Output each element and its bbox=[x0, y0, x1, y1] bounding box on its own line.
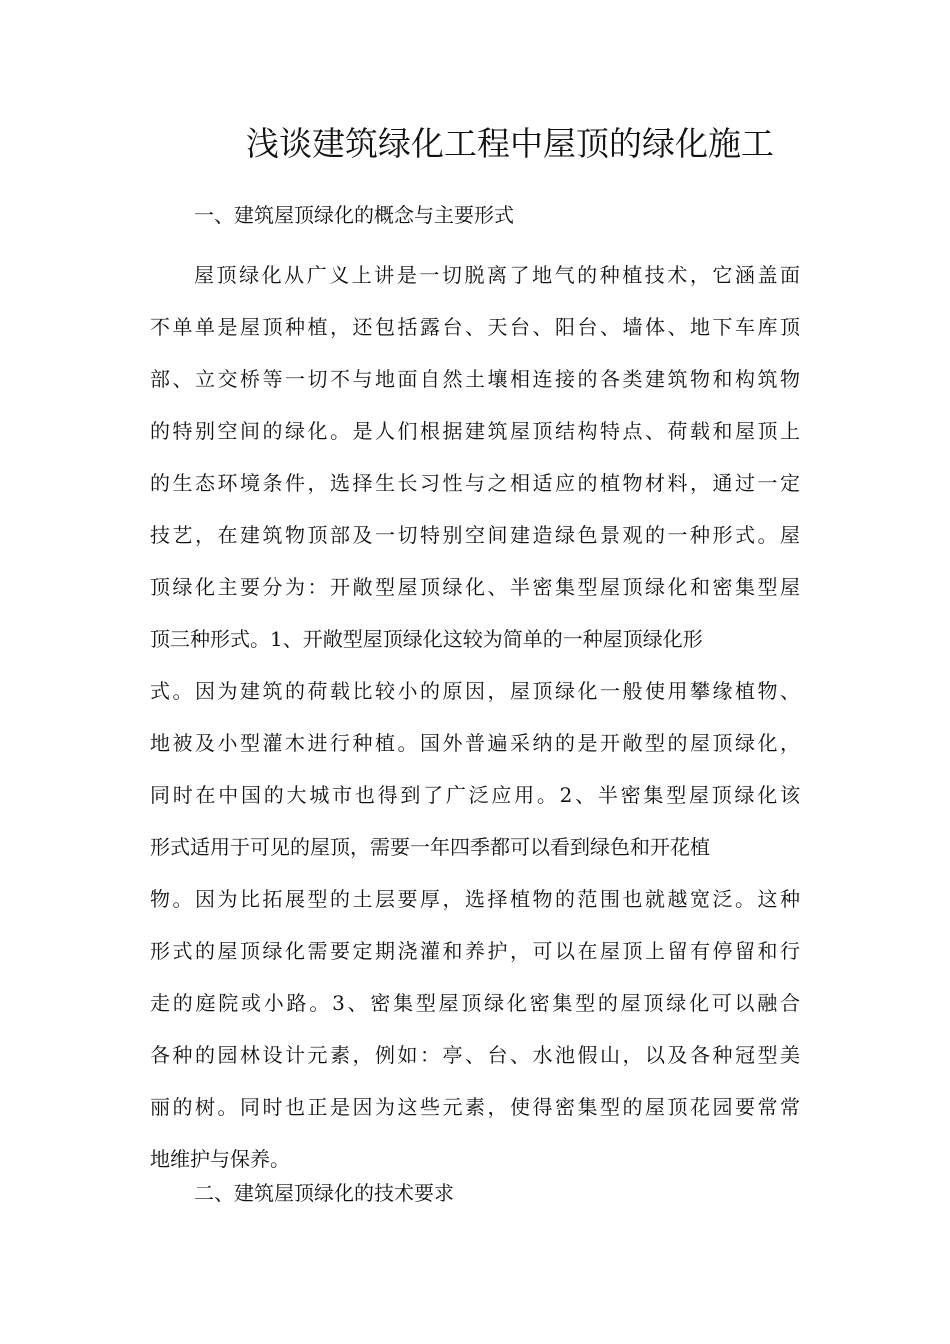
body-line: 丽的树。同时也正是因为这些元素，使得密集型的屋顶花园要常常 bbox=[150, 1095, 800, 1119]
body-line: 技艺，在建筑物顶部及一切特别空间建造绿色景观的一种形式。屋 bbox=[150, 523, 800, 547]
body-line: 的生态环境条件，选择生长习性与之相适应的植物材料，通过一定 bbox=[150, 471, 800, 495]
section-heading-2: 二、建筑屋顶绿化的技术要求 bbox=[194, 1181, 454, 1205]
body-line: 地维护与保养。 bbox=[150, 1147, 290, 1171]
body-line: 式。因为建筑的荷载比较小的原因，屋顶绿化一般使用攀缘植物、 bbox=[150, 679, 800, 703]
body-line: 地被及小型灌木进行种植。国外普遍采纳的是开敞型的屋顶绿化， bbox=[150, 731, 800, 755]
body-line: 同时在中国的大城市也得到了广泛应用。2、半密集型屋顶绿化该 bbox=[150, 783, 800, 807]
section-1-body bbox=[150, 249, 800, 1185]
document-title: 浅谈建筑绿化工程中屋顶的绿化施工 bbox=[246, 124, 774, 163]
body-line: 不单单是屋顶种植，还包括露台、天台、阳台、墙体、地下车库顶 bbox=[150, 315, 800, 339]
body-line: 屋顶绿化从广义上讲是一切脱离了地气的种植技术，它涵盖面 bbox=[194, 263, 800, 287]
body-line: 形式的屋顶绿化需要定期浇灌和养护，可以在屋顶上留有停留和行 bbox=[150, 939, 800, 963]
body-line: 各种的园林设计元素，例如：亭、台、水池假山，以及各种冠型美 bbox=[150, 1043, 800, 1067]
body-line: 部、立交桥等一切不与地面自然土壤相连接的各类建筑物和构筑物 bbox=[150, 367, 800, 391]
body-line: 走的庭院或小路。3、密集型屋顶绿化密集型的屋顶绿化可以融合 bbox=[150, 991, 800, 1015]
body-line: 的特别空间的绿化。是人们根据建筑屋顶结构特点、荷载和屋顶上 bbox=[150, 419, 800, 443]
body-line: 形式适用于可见的屋顶，需要一年四季都可以看到绿色和开花植 bbox=[150, 835, 710, 859]
section-heading-1: 一、建筑屋顶绿化的概念与主要形式 bbox=[194, 203, 514, 227]
body-line: 顶绿化主要分为：开敞型屋顶绿化、半密集型屋顶绿化和密集型屋 bbox=[150, 575, 800, 599]
body-line: 顶三种形式。1、开敞型屋顶绿化这较为简单的一种屋顶绿化形 bbox=[150, 627, 703, 651]
body-line: 物。因为比拓展型的土层要厚，选择植物的范围也就越宽泛。这种 bbox=[150, 887, 800, 911]
